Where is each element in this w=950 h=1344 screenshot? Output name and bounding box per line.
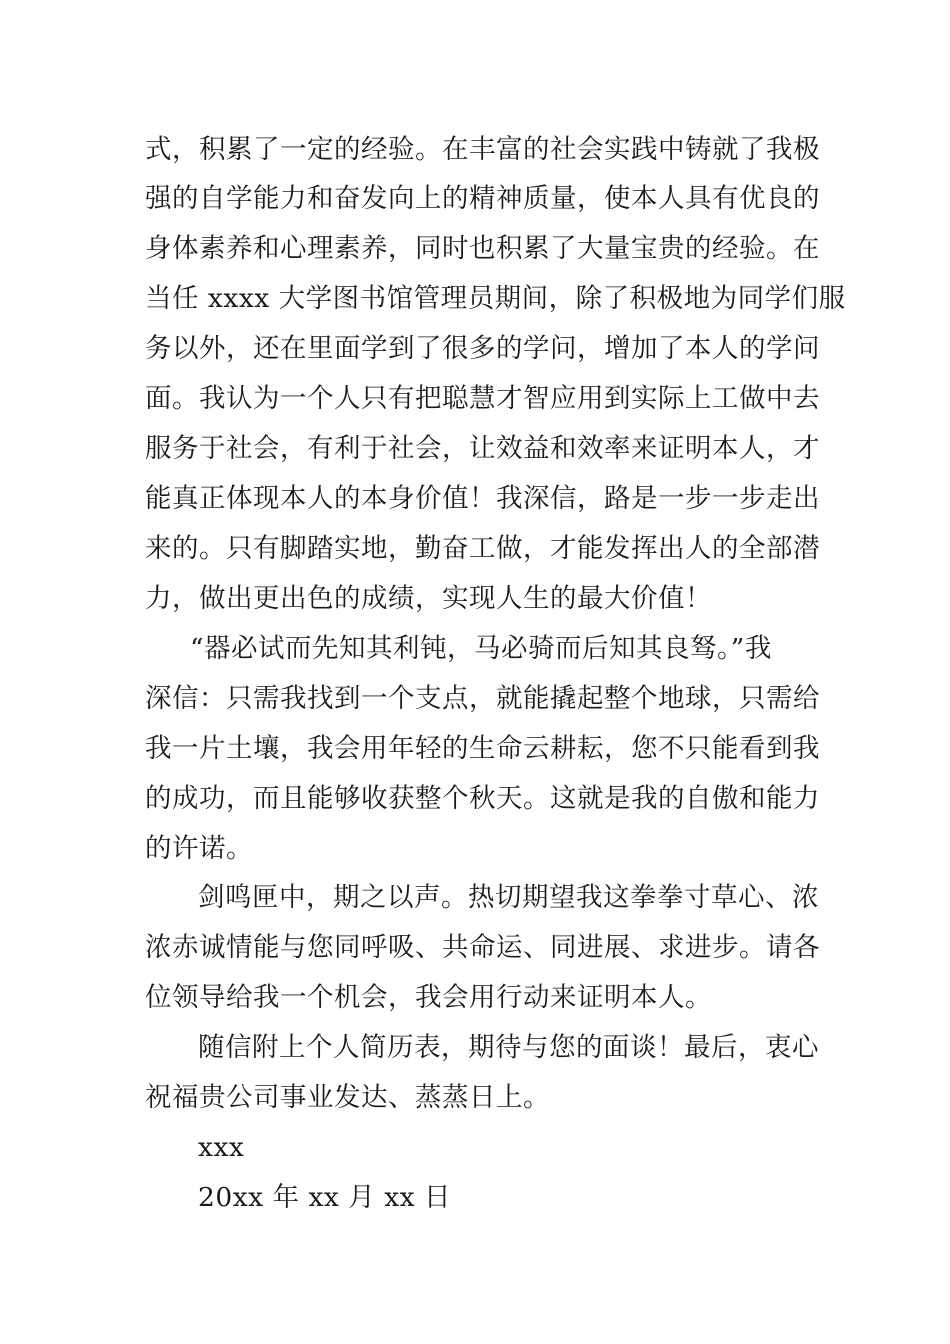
paragraph-line: 能真正体现本人的本身价值！我深信，路是一步一步走出 <box>145 483 820 514</box>
paragraph-line: 浓赤诚情能与您同呼吸、共命运、同进展、求进步。请各 <box>145 932 820 963</box>
paragraph-line: “器必试而先知其利钝，马必骑而后知其良驽。”我 <box>190 633 772 664</box>
paragraph-line: 我一片土壤，我会用年轻的生命云耕耘，您不只能看到我 <box>145 733 820 764</box>
paragraph-line: 随信附上个人简历表，期待与您的面谈！最后，衷心 <box>198 1032 819 1063</box>
paragraph-line: 位领导给我一个机会，我会用行动来证明本人。 <box>145 982 712 1013</box>
date-line: 20xx 年 xx 月 xx 日 <box>198 1182 452 1213</box>
paragraph-line: 当任 xxxx 大学图书馆管理员期间，除了积极地为同学们服 <box>145 283 846 314</box>
paragraph-line: 服务于社会，有利于社会，让效益和效率来证明本人，才 <box>145 433 820 464</box>
paragraph-line: 的许诺。 <box>145 833 253 864</box>
paragraph-line: 深信：只需我找到一个支点，就能撬起整个地球，只需给 <box>145 683 820 714</box>
paragraph-line: 剑鸣匣中，期之以声。热切期望我这拳拳寸草心、浓 <box>198 882 819 913</box>
paragraph-line: 的成功，而且能够收获整个秋天。这就是我的自傲和能力 <box>145 783 820 814</box>
paragraph-line: 面。我认为一个人只有把聪慧才智应用到实际上工做中去 <box>145 383 820 414</box>
paragraph-line: 强的自学能力和奋发向上的精神质量，使本人具有优良的 <box>145 183 820 214</box>
signature: xxx <box>198 1132 245 1163</box>
paragraph-line: 式，积累了一定的经验。在丰富的社会实践中铸就了我极 <box>145 134 820 165</box>
paragraph-line: 来的。只有脚踏实地，勤奋工做，才能发挥出人的全部潜 <box>145 533 820 564</box>
paragraph-line: 祝福贵公司事业发达、蒸蒸日上。 <box>145 1082 550 1113</box>
paragraph-line: 身体素养和心理素养，同时也积累了大量宝贵的经验。在 <box>145 233 820 264</box>
paragraph-line: 务以外，还在里面学到了很多的学问，增加了本人的学问 <box>145 333 820 364</box>
paragraph-line: 力，做出更出色的成绩，实现人生的最大价值！ <box>145 583 712 614</box>
